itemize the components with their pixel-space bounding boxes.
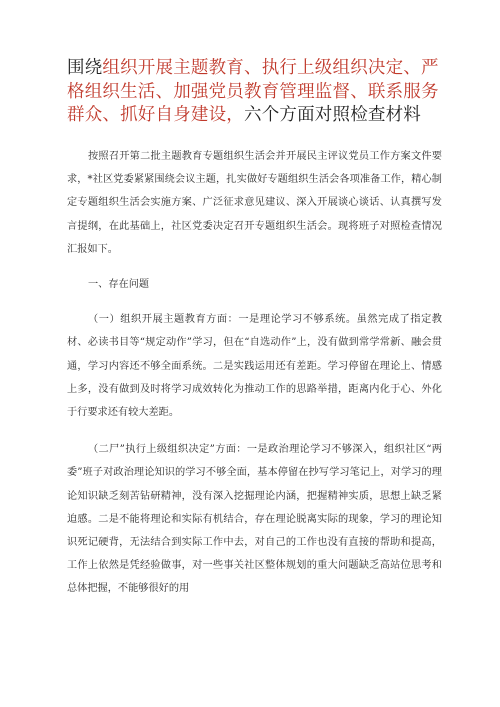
paragraph-theme-education: （一）组织开展主题教育方面：一是理论学习不够系统。虽然完成了指定教材、必读书目等“规定动作”学习，但在“自选动作”上，没有做到常学常新、融会贯通，学习内容还不够全面系统。二是实践运用还有差距。学习停留在理论上、情感上多，没有做到及时将学习成效转化为推动工作的思路举措，距离内化于心、外化于行要求还有较大差距。	[67, 314, 442, 419]
section-heading: 一、存在问题	[88, 279, 150, 291]
intro-paragraph: 按照召开第二批主题教育专题组织生活会并开展民主评议党员工作方案文件要求，*社区党委紧紧围绕会议主题，扎实做好专题组织生活会各项准备工作，精心制定专题组织生活会实施方案、广泛征求意见建议、深入开展谈心谈话、认真撰写发言提纲，在此基础上，社区党委决定召开专题组织生活会。现将班子对照检查情况汇报如下。	[67, 151, 442, 255]
paragraph-execute-decisions: （二尸”执行上级组织决定”方面：一是政治理论学习不够深入，组织社区“两委”班子对政治理论知识的学习不够全面，基本停留在抄写学习笔记上，对学习的理论知识缺乏刻苦钻研精神，没有深入挖掘理论内涵，把握精神实质，思想上缺乏紧迫感。二是不能将理论和实际有机结合，存在理论脱离实际的现象，学习的理论知识死记硬背，无法结合到实际工作中去，对自己的工作也没有直接的帮助和提高，工作上依然是凭经验做事，对一些事关社区整体规划的重大问题缺乏高站位思考和总体把握，不能够很好的用	[67, 444, 442, 595]
title-suffix: 六个方面对照检查材料	[244, 105, 421, 125]
document-title	[67, 57, 447, 128]
title-highlight: 组织开展主题教育、执行上级组织决定、严格组织生活、加强党员教育管理监督、联系服务群众、抓好自身建设，	[67, 58, 439, 125]
document-body	[67, 145, 442, 601]
title-prefix: 围绕	[67, 58, 103, 78]
